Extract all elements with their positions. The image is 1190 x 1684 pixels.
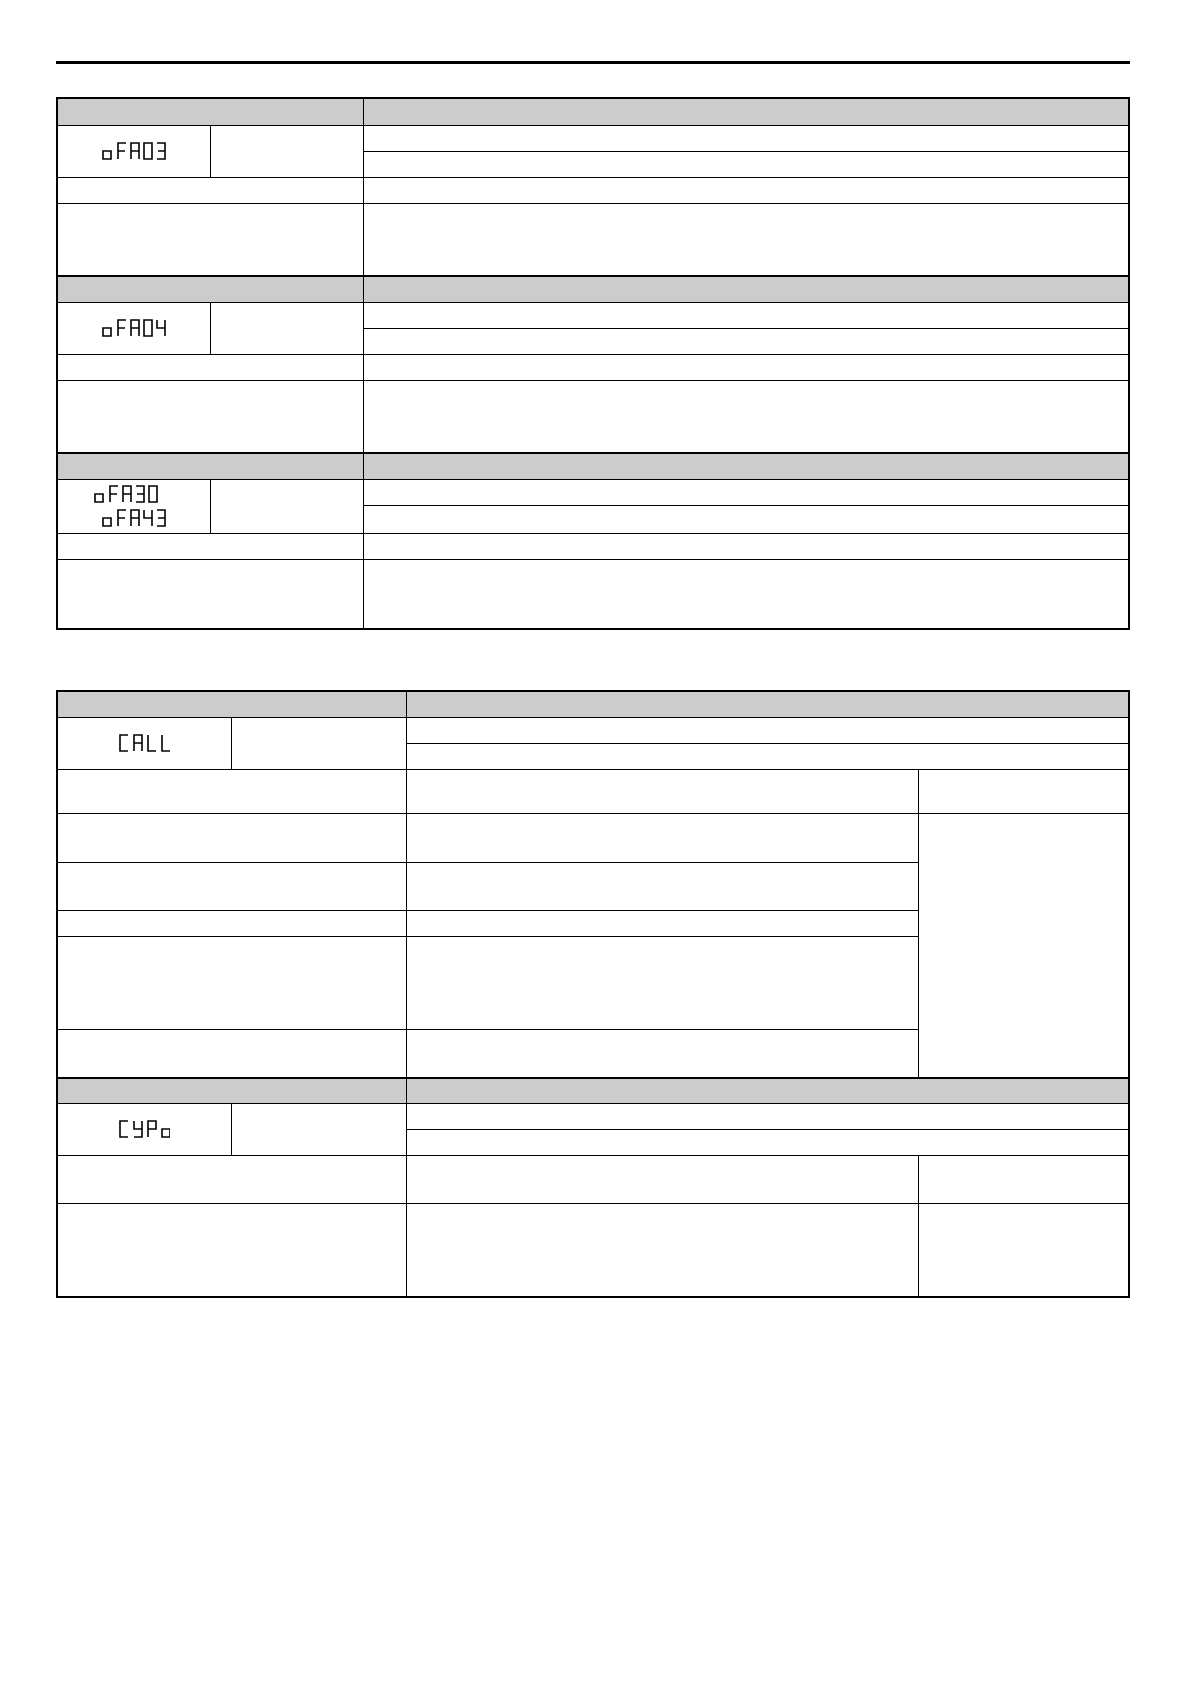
display-code-oFA04 (58, 302, 210, 354)
alarm-table (56, 690, 1130, 1298)
fault-header-oFA03 (58, 99, 1128, 125)
seven-segment-digit-icon (119, 733, 170, 753)
seven-segment-digit-icon (119, 1119, 170, 1139)
fault-table (56, 97, 1130, 630)
alarm-header-CALL (58, 692, 1128, 717)
top-rule (56, 61, 1130, 64)
display-code-CyPo (58, 1103, 231, 1155)
alarm-header-CyPo (58, 1078, 1128, 1103)
fault-header-oFA04 (58, 276, 1128, 302)
seven-segment-digit-icon (102, 318, 166, 338)
fault-header-oFA30 (58, 453, 1128, 479)
display-code-oFA30-oFA43 (58, 479, 210, 533)
seven-segment-digit-icon (102, 141, 166, 161)
display-code-CALL (58, 717, 231, 769)
display-code-oFA03 (58, 125, 210, 177)
seven-segment-digit-icon (94, 484, 158, 504)
seven-segment-digit-icon (102, 508, 166, 528)
